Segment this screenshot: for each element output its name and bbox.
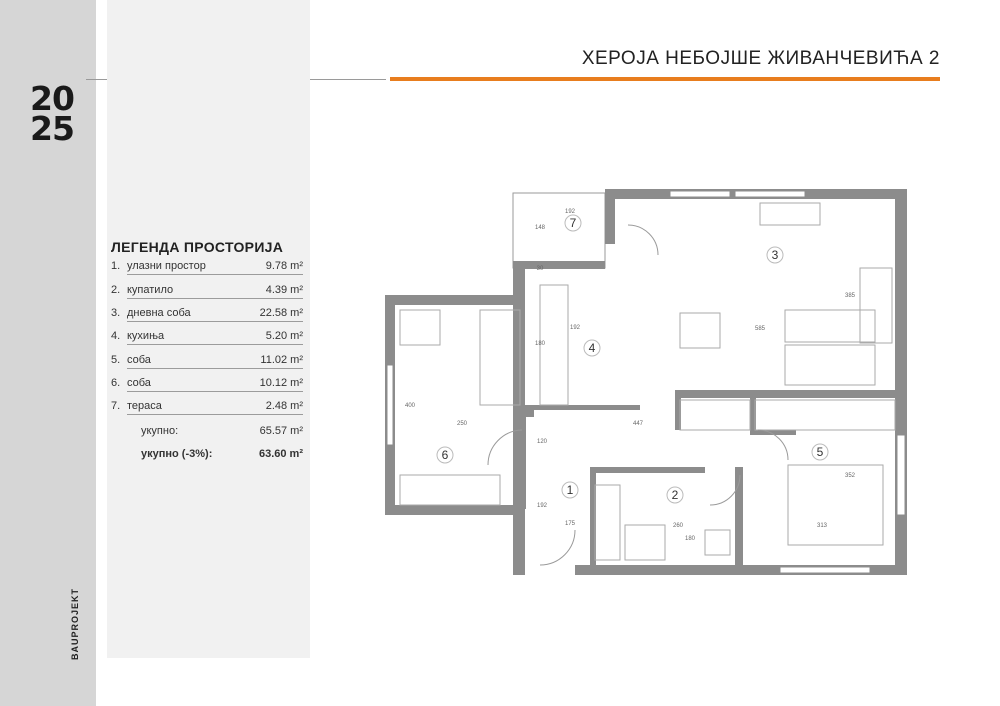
address-title: ХЕРОЈА НЕБОЈШЕ ЖИВАНЧЕВИЋА 2 xyxy=(581,48,940,69)
row-underline xyxy=(127,368,303,369)
row-underline xyxy=(127,391,303,392)
total-reduced-value: 63.60 m² xyxy=(258,448,303,460)
legend-row xyxy=(111,400,303,414)
room-labels xyxy=(437,215,828,503)
room-label: 2 xyxy=(671,488,679,502)
legend-row xyxy=(111,330,303,344)
room-number: 5. xyxy=(111,354,121,366)
dim-label: 400 xyxy=(404,403,416,409)
accent-bar xyxy=(390,77,940,81)
room-number: 4. xyxy=(111,330,121,342)
dim-label: 120 xyxy=(536,439,548,445)
room-area: 5.20 m² xyxy=(265,330,303,342)
legend-row xyxy=(111,377,303,391)
room-area: 22.58 m² xyxy=(259,307,303,319)
terrace-outline xyxy=(513,193,605,268)
room-name: дневна соба xyxy=(127,307,191,319)
room-label: 7 xyxy=(569,216,577,230)
dim-label: 352 xyxy=(844,473,856,479)
room-label: 1 xyxy=(566,483,574,497)
dim-label: 192 xyxy=(564,209,576,215)
room-number: 3. xyxy=(111,307,121,319)
room-name: соба xyxy=(127,354,151,366)
row-underline xyxy=(127,274,303,275)
legend-row xyxy=(111,354,303,368)
dim-label: 313 xyxy=(816,523,828,529)
year-line-1: 20 xyxy=(30,79,74,118)
dim-label: 260 xyxy=(672,523,684,529)
windows xyxy=(387,191,905,573)
dim-label: 148 xyxy=(534,225,546,231)
room-label: 3 xyxy=(771,248,779,262)
room-name: тераса xyxy=(127,400,162,412)
legend-row xyxy=(111,260,303,274)
year-label xyxy=(30,79,74,148)
walls xyxy=(385,189,907,575)
floor-plan xyxy=(380,185,920,580)
room-name: соба xyxy=(127,377,151,389)
dim-label: 192 xyxy=(569,325,581,331)
row-underline xyxy=(127,344,303,345)
room-name: кухиња xyxy=(127,330,165,342)
room-number: 7. xyxy=(111,400,121,412)
total-reduced-label: укупно (-3%): xyxy=(141,448,213,460)
room-area: 9.78 m² xyxy=(265,260,303,272)
room-area: 10.12 m² xyxy=(259,377,303,389)
legend-title: ЛЕГЕНДА ПРОСТОРИЈА xyxy=(111,239,284,255)
legend-row xyxy=(111,284,303,298)
dim-label: 180 xyxy=(684,536,696,542)
total-value: 65.57 m² xyxy=(259,425,303,437)
room-area: 11.02 m² xyxy=(260,354,303,366)
room-number: 6. xyxy=(111,377,121,389)
legend-row xyxy=(111,307,303,321)
room-label: 6 xyxy=(441,448,449,462)
dim-label: 385 xyxy=(844,293,856,299)
dim-label: 585 xyxy=(754,326,766,332)
brand-logo: BAUPROJEKT xyxy=(70,587,80,660)
year-line-2: 25 xyxy=(30,109,74,148)
room-label: 4 xyxy=(588,341,596,355)
room-area: 4.39 m² xyxy=(265,284,303,296)
room-name: улазни простор xyxy=(127,260,206,272)
total-label: укупно: xyxy=(141,425,179,437)
dim-label: 180 xyxy=(534,341,546,347)
dim-label: 175 xyxy=(564,521,576,527)
row-underline xyxy=(127,321,303,322)
room-label: 5 xyxy=(816,445,824,459)
row-underline xyxy=(127,414,303,415)
dim-label: 250 xyxy=(456,421,468,427)
room-name: купатило xyxy=(127,284,174,296)
dim-label: 447 xyxy=(632,421,644,427)
room-number: 1. xyxy=(111,260,121,272)
row-underline xyxy=(127,298,303,299)
room-number: 2. xyxy=(111,284,121,296)
dim-label: 30 xyxy=(536,266,544,272)
dim-label: 192 xyxy=(536,503,548,509)
room-area: 2.48 m² xyxy=(265,400,303,412)
legend-panel xyxy=(107,0,310,658)
